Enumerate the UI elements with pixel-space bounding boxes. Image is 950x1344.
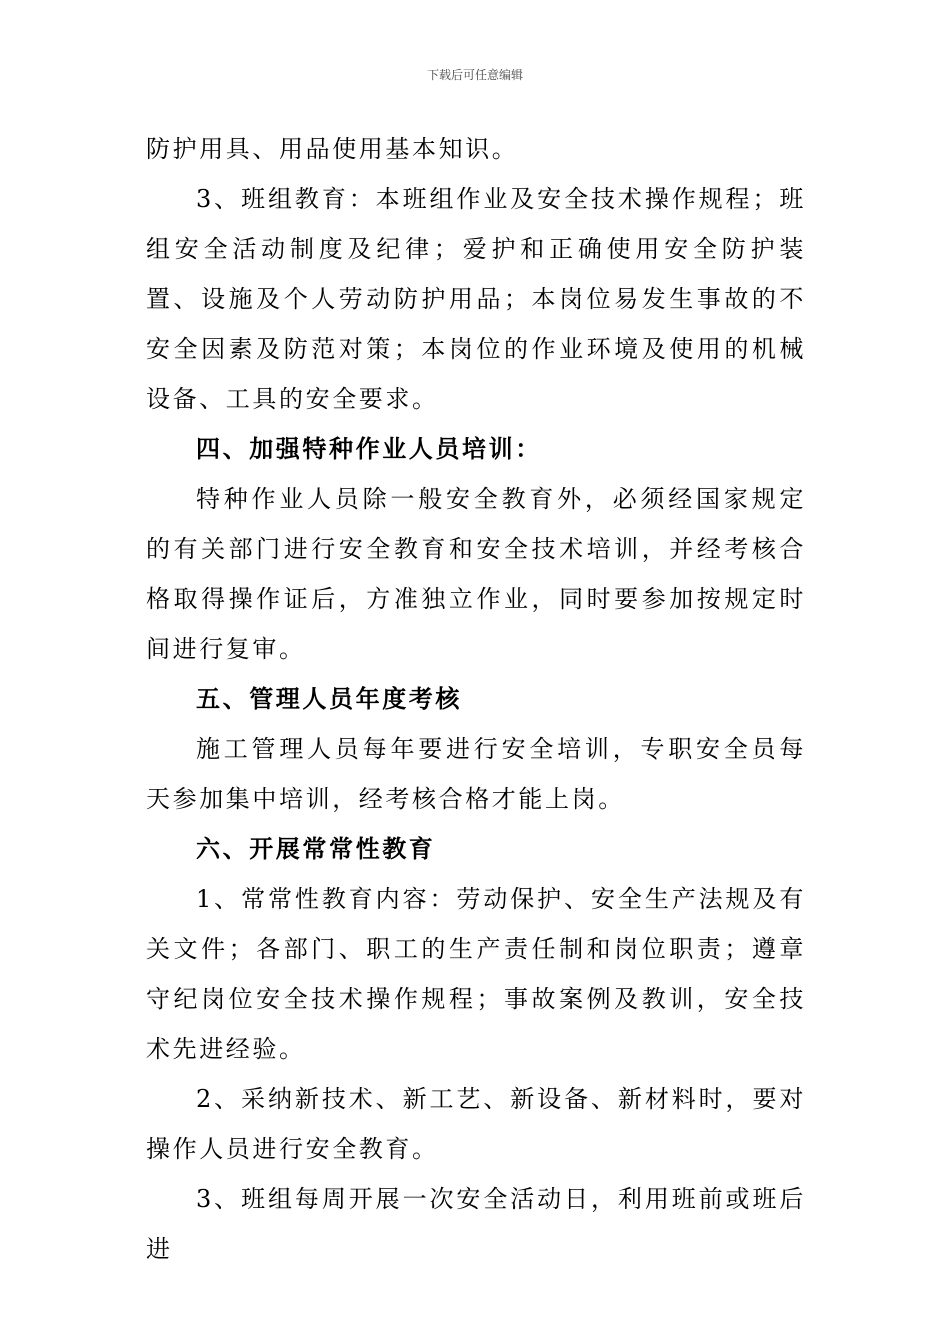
section-heading-special-operators: 四、加强特种作业人员培训：: [196, 434, 542, 463]
document-body: [146, 124, 806, 1274]
section-heading-regular-education: 六、开展常常性教育: [196, 834, 436, 863]
paragraph-weekly-activity: 3、班组每周开展一次安全活动日，利用班前或班后进: [146, 1185, 806, 1263]
paragraph-continuation: 防护用具、用品使用基本知识。: [146, 135, 519, 163]
paragraph-education-content: 1、常常性教育内容：劳动保护、安全生产法规及有关文件；各部门、职工的生产责任制和岗位职责；遵章守纪岗位安全技术操作规程；事故案例及教训，安全技术先进经验。: [146, 885, 806, 1063]
section-heading-annual-assessment: 五、管理人员年度考核: [196, 684, 462, 713]
paragraph-team-education: 3、班组教育：本班组作业及安全技术操作规程；班组安全活动制度及纪律；爱护和正确使用安全防护装置、设施及个人劳动防护用品；本岗位易发生事故的不安全因素及防范对策；本岗位的作业环境及使用的机械设备、工具的安全要求。: [146, 185, 806, 413]
header-note: 下载后可任意编辑: [426, 68, 523, 82]
paragraph-new-technology: 2、采纳新技术、新工艺、新设备、新材料时，要对操作人员进行安全教育。: [146, 1085, 806, 1163]
paragraph-special-operators: 特种作业人员除一般安全教育外，必须经国家规定的有关部门进行安全教育和安全技术培训，并经考核合格取得操作证后，方准独立作业，同时要参加按规定时间进行复审。: [146, 485, 806, 663]
paragraph-annual-assessment: 施工管理人员每年要进行安全培训，专职安全员每天参加集中培训，经考核合格才能上岗。: [146, 735, 806, 813]
